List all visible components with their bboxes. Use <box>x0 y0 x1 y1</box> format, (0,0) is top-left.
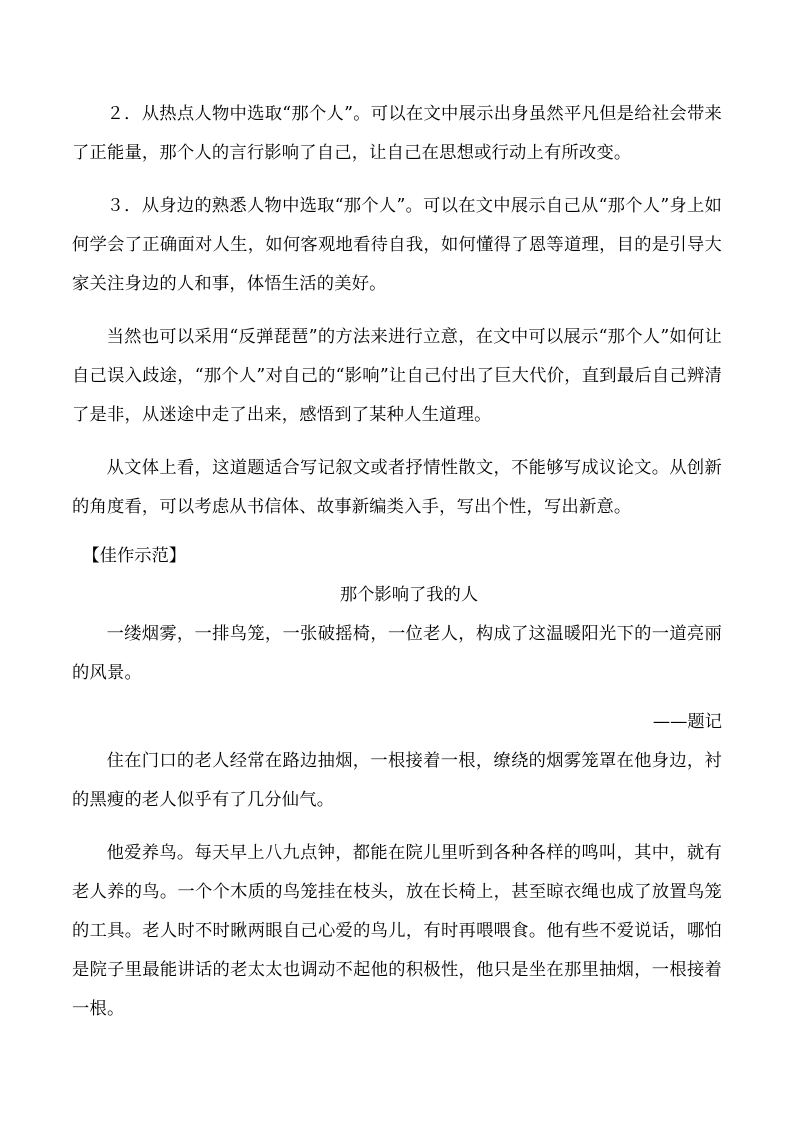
body-paragraph-3: 当然也可以采用“反弹琵琶”的方法来进行立意，在文中可以展示“那个人”如何让自己误入歧途，“那个人”对自己的“影响”让自己付出了巨大代价，直到最后自己辨清了是非，从迷途中走了出来，感悟到了某种人生道理。 <box>72 327 722 425</box>
body-paragraph-2: ３．从身边的熟悉人物中选取“那个人”。可以在文中展示自己从“那个人”身上如何学会了正确面对人生，如何客观地看待自我，如何懂得了恩等道理，目的是引导大家关注身边的人和事，体悟生活的美好。 <box>72 196 722 294</box>
essay-paragraph-2: 他爱养鸟。每天早上八九点钟，都能在院儿里听到各种各样的鸣叫，其中，就有老人养的鸟。一个个木质的鸟笼挂在枝头，放在长椅上，甚至晾衣绳也成了放置鸟笼的工具。老人时不时瞅两眼自己心爱的鸟儿，有时再喂喂食。他有些不爱说话，哪怕是院子里最能讲话的老太太也调动不起他的积极性，他只是坐在那里抽烟，一根接着一根。 <box>72 843 722 1019</box>
document-page <box>72 95 722 1043</box>
essay-title: 那个影响了我的人 <box>339 585 479 605</box>
epigraph: 一缕烟雾，一排鸟笼，一张破摇椅，一位老人，构成了这温暖阳光下的一道亮丽的风景。 <box>72 624 722 683</box>
section-heading: 【佳作示范】 <box>82 546 187 566</box>
body-paragraph-1: ２．从热点人物中选取“那个人”。可以在文中展示出身虽然平凡但是给社会带来了正能量，那个人的言行影响了自己，让自己在思想或行动上有所改变。 <box>72 104 722 163</box>
essay-paragraph-1: 住在门口的老人经常在路边抽烟，一根接着一根，缭绕的烟雾笼罩在他身边，衬的黑瘦的老人似乎有了几分仙气。 <box>72 751 722 810</box>
body-paragraph-4: 从文体上看，这道题适合写记叙文或者抒情性散文，不能够写成议论文。从创新的角度看，可以考虑从书信体、故事新编类入手，写出个性，写出新意。 <box>72 458 722 517</box>
epigraph-signature: ——题记 <box>652 712 722 732</box>
